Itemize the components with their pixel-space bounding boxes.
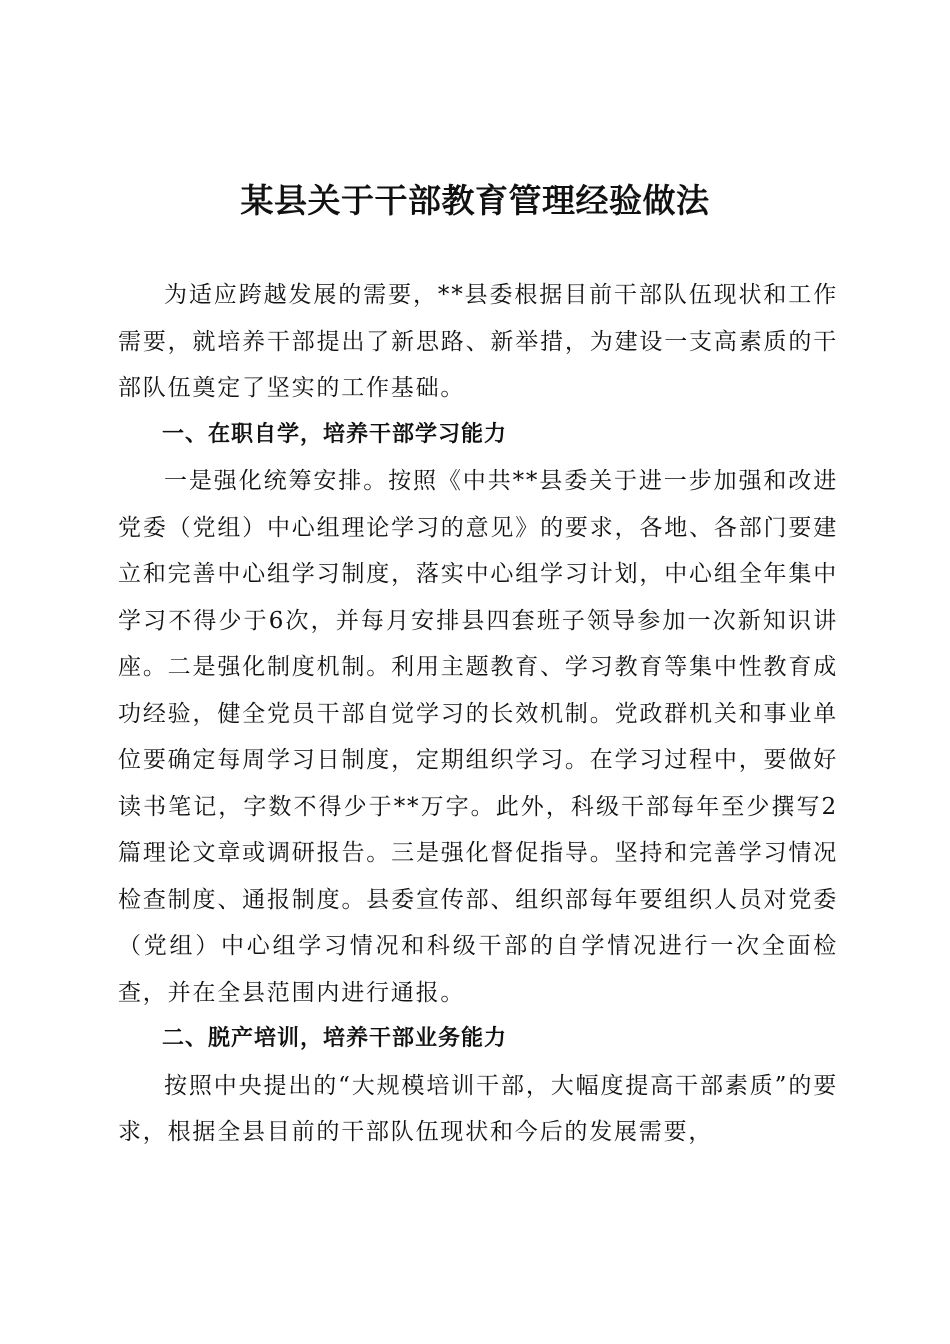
section-heading-1: 一、在职自学，培养干部学习能力 <box>162 421 508 447</box>
intro-paragraph: 为适应跨越发展的需要，**县委根据目前干部队伍现状和工作需要，就培养干部提出了新思路、新举措，为建设一支高素质的干部队伍奠定了坚实的工作基础。 <box>118 282 838 401</box>
document-body <box>118 272 838 1156</box>
section-1-paragraph: 一是强化统筹安排。按照《中共**县委关于进一步加强和改进党委（党组）中心组理论学习的意见》的要求，各地、各部门要建立和完善中心组学习制度，落实中心组学习计划，中心组全年集中学习不得少于6次，并每月安排县四套班子领导参加一次新知识讲座。二是强化制度机制。利用主题教育、学习教育等集中性教育成功经验，健全党员干部自觉学习的长效机制。党政群机关和事业单位要确定每周学习日制度，定期组织学习。在学习过程中，要做好读书笔记，字数不得少于**万字。此外，科级干部每年至少撰写2篇理论文章或调研报告。三是强化督促指导。坚持和完善学习情况检查制度、通报制度。县委宣传部、组织部每年要组织人员对党委（党组）中心组学习情况和科级干部的自学情况进行一次全面检查，并在全县范围内进行通报。 <box>118 468 838 1006</box>
document-title: 某县关于干部教育管理经验做法 <box>240 181 710 220</box>
section-2-paragraph: 按照中央提出的“大规模培训干部，大幅度提高干部素质”的要求，根据全县目前的干部队伍现状和今后的发展需要， <box>118 1072 838 1145</box>
section-heading-2: 二、脱产培训，培养干部业务能力 <box>162 1026 508 1051</box>
